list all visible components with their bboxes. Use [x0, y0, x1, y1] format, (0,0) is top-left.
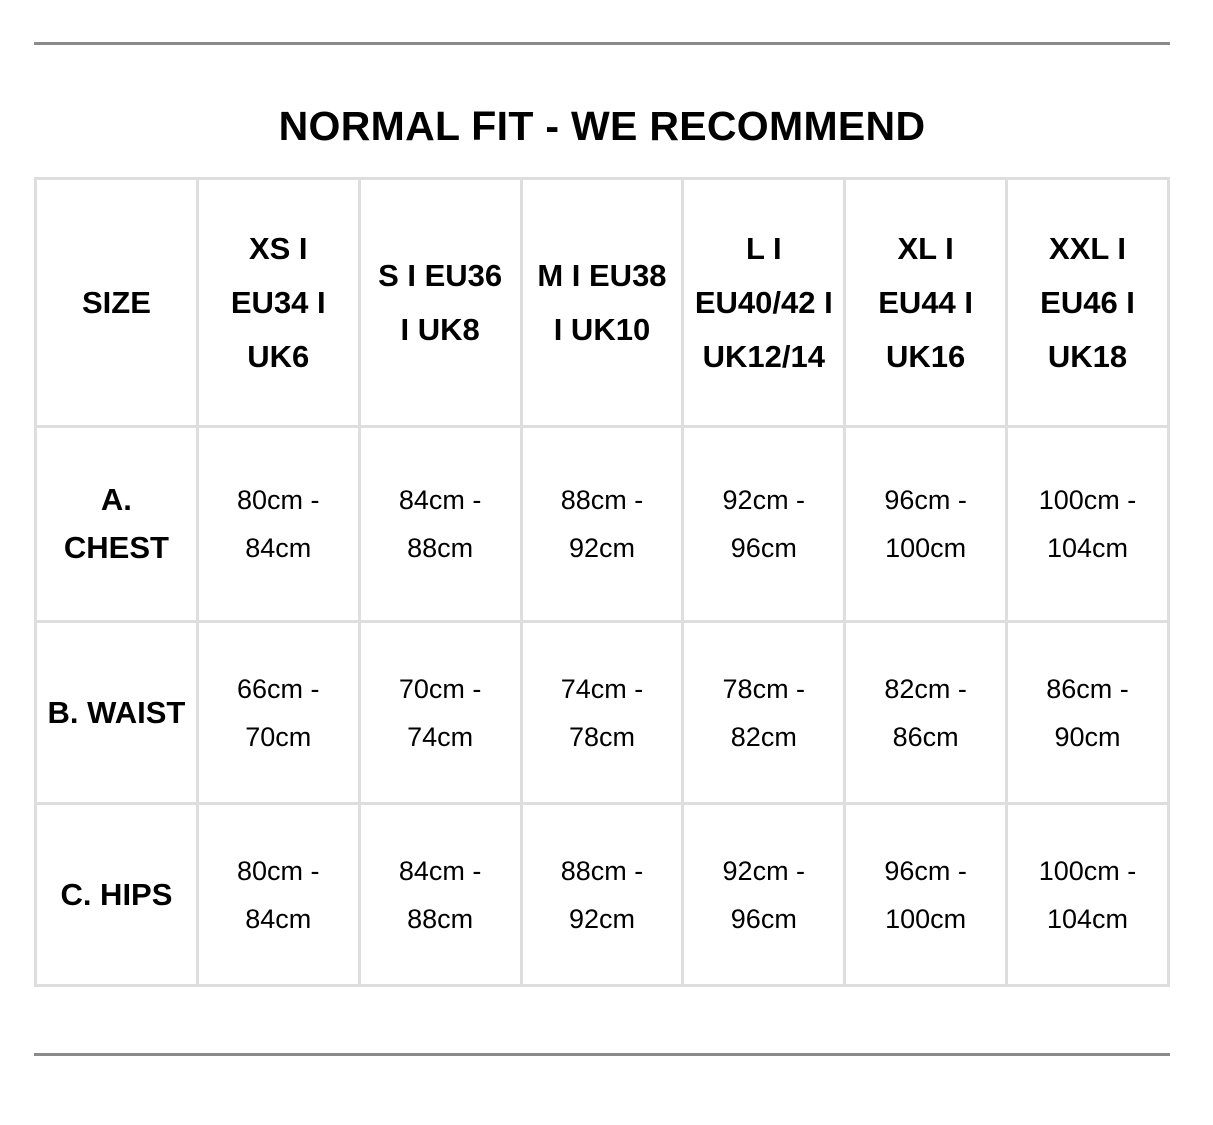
chest-s: [359, 427, 521, 622]
waist-label: B. WAIST: [47, 694, 186, 730]
waist-xs-value: 66cm - 70cm: [237, 673, 320, 752]
header-size-m: M I EU38 I UK10: [537, 257, 667, 347]
bottom-divider: [34, 1053, 1170, 1056]
header-size-xxl: XXL I EU46 I UK18: [1040, 230, 1135, 374]
hips-s: [359, 804, 521, 986]
hips-xxl-value: 100cm - 104cm: [1038, 855, 1137, 934]
chest-l-value: 92cm - 96cm: [722, 485, 806, 563]
header-cell-xl: [845, 179, 1007, 427]
header-size-xl: XL I EU44 I UK16: [878, 230, 974, 374]
chest-xl: [845, 427, 1007, 622]
top-divider: [34, 42, 1170, 45]
chest-m-value: 88cm - 92cm: [560, 485, 644, 563]
table-row-chest: [36, 427, 1169, 622]
hips-l: [683, 804, 845, 986]
chest-xxl: [1007, 427, 1169, 622]
hips-xl-value: 96cm - 100cm: [884, 855, 967, 934]
chest-label: A. CHEST: [63, 482, 169, 565]
chest-l: [683, 427, 845, 622]
table-row-hips: [36, 804, 1169, 986]
hips-xxl: [1007, 804, 1169, 986]
table-row-waist: [36, 622, 1169, 804]
waist-s: [359, 622, 521, 804]
header-cell-l: [683, 179, 845, 427]
hips-xs: [197, 804, 359, 986]
row-label-hips: [36, 804, 198, 986]
hips-l-value: 92cm - 96cm: [722, 855, 806, 934]
hips-label: C. HIPS: [60, 876, 173, 912]
chest-xl-value: 96cm - 100cm: [884, 485, 967, 563]
header-cell-size: [36, 179, 198, 427]
header-cell-m: [521, 179, 683, 427]
page-title: NORMAL FIT - WE RECOMMEND: [278, 103, 926, 149]
header-cell-s: [359, 179, 521, 427]
waist-xxl-value: 86cm - 90cm: [1046, 673, 1129, 752]
waist-xl-value: 82cm - 86cm: [884, 673, 967, 752]
waist-m: [521, 622, 683, 804]
waist-l: [683, 622, 845, 804]
hips-m: [521, 804, 683, 986]
header-size-label: SIZE: [81, 284, 151, 320]
waist-l-value: 78cm - 82cm: [722, 673, 806, 752]
row-label-waist: [36, 622, 198, 804]
chest-m: [521, 427, 683, 622]
hips-s-value: 84cm - 88cm: [398, 855, 482, 934]
header-size-xs: XS I EU34 I UK6: [230, 230, 326, 374]
chest-xs-value: 80cm - 84cm: [237, 485, 320, 563]
chest-xxl-value: 100cm - 104cm: [1038, 485, 1137, 563]
header-size-l: L I EU40/42 I UK12/14: [694, 230, 833, 374]
waist-s-value: 70cm - 74cm: [398, 673, 482, 752]
hips-m-value: 88cm - 92cm: [560, 855, 644, 934]
hips-xs-value: 80cm - 84cm: [237, 855, 320, 934]
waist-xl: [845, 622, 1007, 804]
header-cell-xxl: [1007, 179, 1169, 427]
waist-xs: [197, 622, 359, 804]
header-cell-xs: [197, 179, 359, 427]
size-chart-table: [34, 177, 1170, 987]
waist-xxl: [1007, 622, 1169, 804]
waist-m-value: 74cm - 78cm: [560, 673, 644, 752]
hips-xl: [845, 804, 1007, 986]
row-label-chest: [36, 427, 198, 622]
chest-s-value: 84cm - 88cm: [398, 485, 482, 563]
header-size-s: S I EU36 I UK8: [378, 257, 503, 347]
chest-xs: [197, 427, 359, 622]
table-header-row: [36, 179, 1169, 427]
